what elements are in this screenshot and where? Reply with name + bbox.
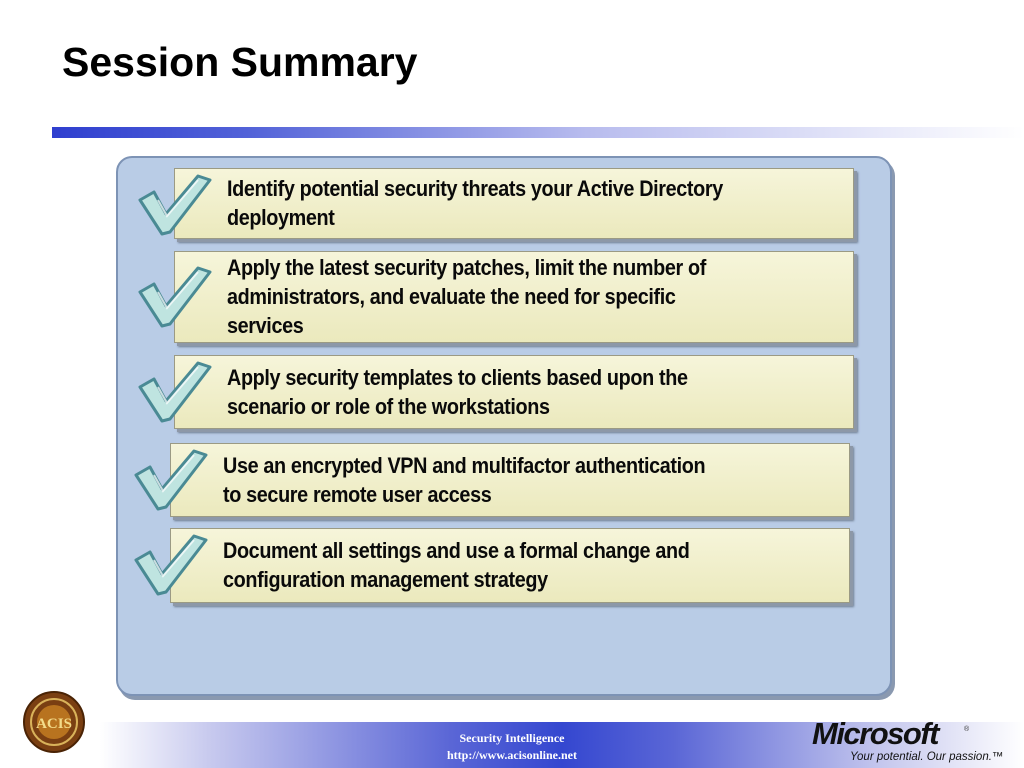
check-icon bbox=[136, 262, 212, 334]
summary-item-line: Use an encrypted VPN and multifactor authentication bbox=[223, 453, 706, 478]
check-icon bbox=[132, 445, 208, 517]
summary-item-line: Identify potential security threats your Active Directory bbox=[227, 176, 723, 201]
microsoft-tagline: Your potential. Our passion.™ bbox=[850, 751, 1004, 763]
acis-seal-icon bbox=[22, 690, 86, 754]
summary-item-text bbox=[227, 253, 706, 340]
check-icon bbox=[136, 170, 212, 242]
summary-item-line: to secure remote user access bbox=[223, 482, 492, 507]
check-icon bbox=[136, 357, 212, 429]
summary-item-line: deployment bbox=[227, 205, 335, 230]
acis-seal-label: ACIS bbox=[36, 716, 72, 732]
summary-item-text bbox=[227, 363, 688, 421]
microsoft-logo: Microsoft bbox=[812, 716, 938, 751]
summary-item-text bbox=[227, 174, 723, 232]
microsoft-registered-mark: ® bbox=[964, 726, 970, 733]
summary-item-line: scenario or role of the workstations bbox=[227, 394, 550, 419]
footer-line-url[interactable]: http://www.acisonline.net bbox=[446, 748, 577, 762]
summary-item-text bbox=[223, 451, 705, 509]
footer-line-title: Security Intelligence bbox=[459, 731, 565, 745]
summary-item-text bbox=[223, 536, 689, 594]
summary-item-line: services bbox=[227, 313, 304, 338]
summary-item-line: administrators, and evaluate the need for specific bbox=[227, 284, 676, 309]
summary-item-line: Apply the latest security patches, limit the number of bbox=[227, 255, 706, 280]
summary-item-line: Apply security templates to clients based upon the bbox=[227, 365, 688, 390]
check-icon bbox=[132, 530, 208, 602]
summary-item-line: Document all settings and use a formal change and bbox=[223, 538, 690, 563]
slide-title: Session Summary bbox=[62, 39, 418, 85]
title-underline-bar bbox=[52, 127, 1024, 138]
summary-item-line: configuration management strategy bbox=[223, 567, 548, 592]
footer-caption bbox=[362, 730, 662, 764]
